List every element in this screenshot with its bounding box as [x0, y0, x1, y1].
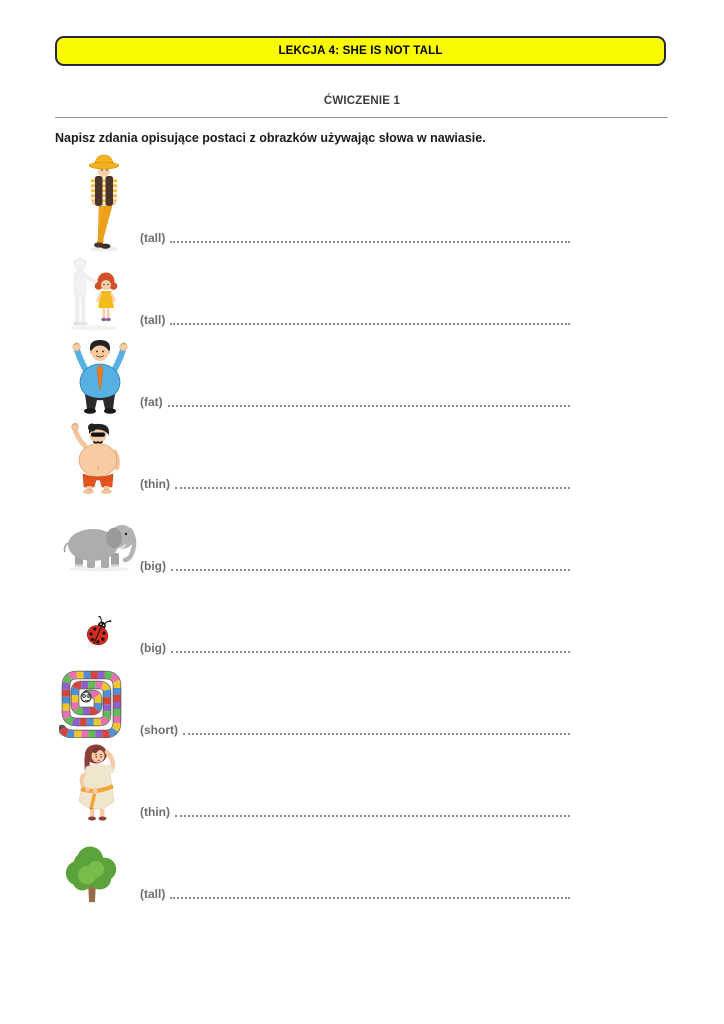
answer-line: [168, 395, 570, 407]
answer-line: [170, 231, 570, 243]
elephant-image: [59, 517, 143, 573]
word-hint: (big): [140, 641, 166, 655]
answer-row-8: [140, 803, 570, 819]
answer-line: [171, 559, 570, 571]
word-hint: (big): [140, 559, 166, 573]
divider-line: [55, 117, 668, 118]
word-hint: (fat): [140, 395, 163, 409]
coiled-snake-image: [59, 668, 123, 738]
fat-man-blue-shirt-image: [63, 338, 137, 416]
lesson-title: LEKCJA 4: SHE IS NOT TALL: [278, 45, 443, 57]
answer-line: [170, 887, 570, 899]
tall-man-image: [74, 152, 134, 252]
word-hint: (tall): [140, 231, 166, 245]
lesson-banner: [55, 36, 666, 66]
answer-line: [183, 723, 570, 735]
answer-line: [175, 805, 570, 817]
ladybug-image: [84, 616, 114, 648]
word-hint: (thin): [140, 477, 170, 491]
word-hint: (thin): [140, 805, 170, 819]
answer-row-5: [140, 557, 570, 573]
answer-line: [175, 477, 570, 489]
answer-row-6: [140, 639, 570, 655]
woman-measuring-waist-image: [62, 741, 132, 823]
answer-row-9: [140, 885, 570, 901]
word-hint: (short): [140, 723, 178, 737]
tall-pale-man-and-short-girl-image: [61, 256, 127, 332]
instruction-text: Napisz zdania opisujące postaci z obrazków używając słowa w nawiasie.: [55, 131, 486, 145]
exercise-heading: ĆWICZENIE 1: [323, 95, 401, 107]
big-belly-man-orange-shorts-image: [61, 422, 135, 494]
answer-row-7: [140, 721, 570, 737]
answer-line: [171, 641, 570, 653]
answer-line: [170, 313, 570, 325]
word-hint: (tall): [140, 887, 166, 901]
answer-row-4: [140, 475, 570, 491]
answer-row-3: [140, 393, 570, 409]
answer-row-2: [140, 311, 570, 327]
word-hint: (tall): [140, 313, 166, 327]
tree-image: [60, 846, 124, 906]
answer-row-1: [140, 229, 570, 245]
